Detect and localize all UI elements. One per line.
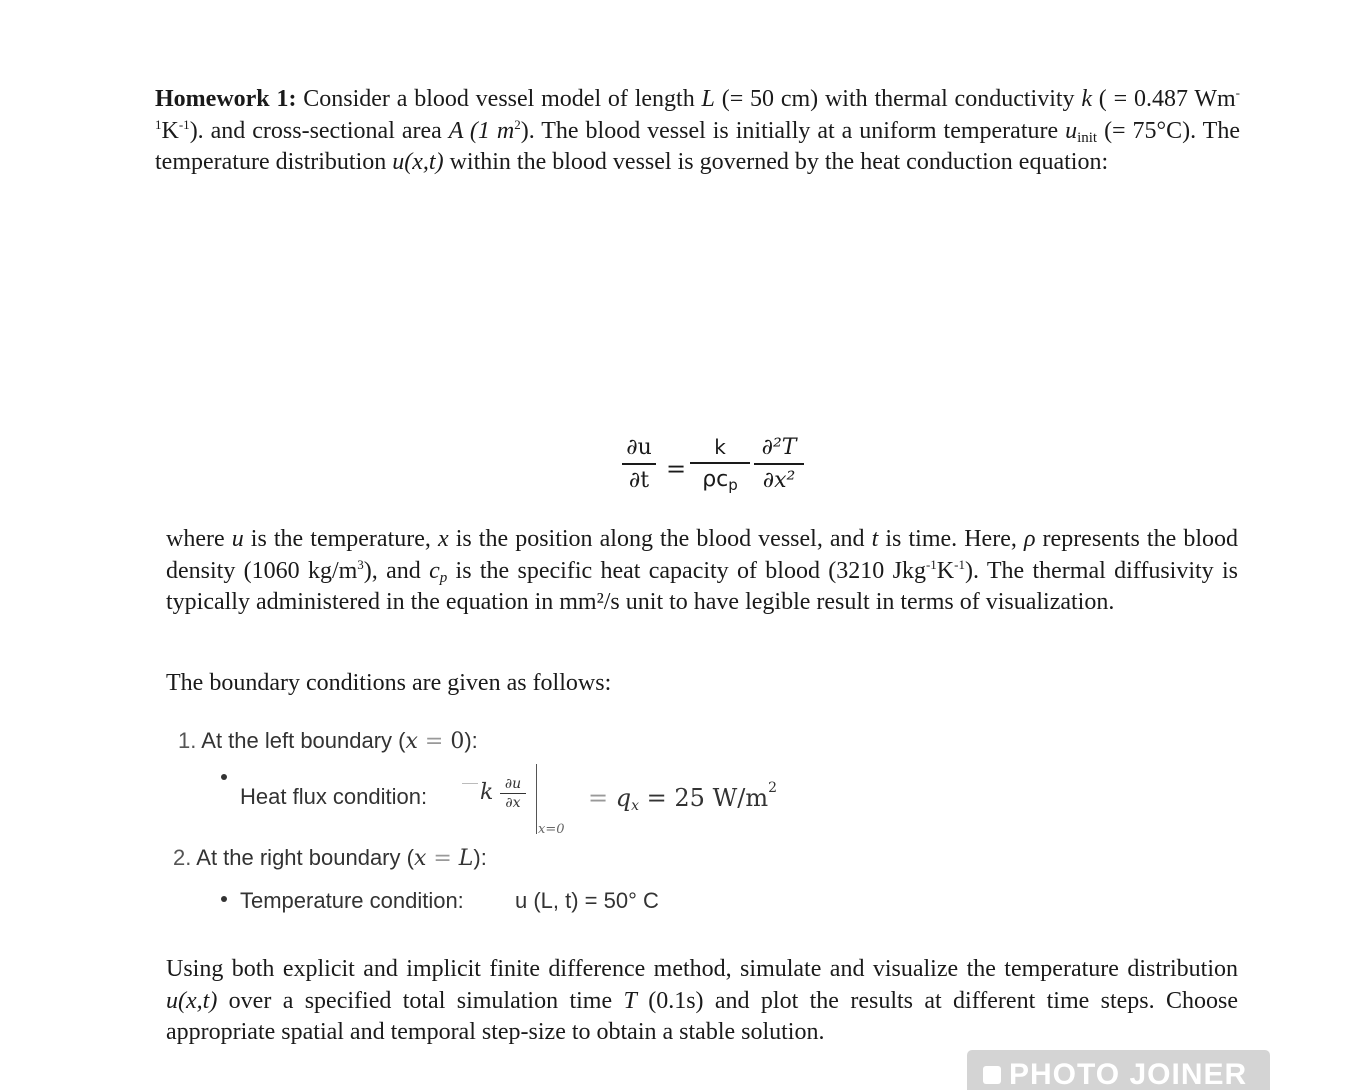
camera-icon — [983, 1066, 1001, 1084]
var-A: A (1 m — [448, 117, 515, 144]
where-paragraph — [166, 524, 1238, 619]
superscript: -1 — [925, 556, 937, 572]
equation-coefficient-fraction — [690, 435, 750, 492]
fraction-numerator: ∂u — [504, 776, 522, 792]
subscript: x — [631, 798, 640, 814]
intro-text: ). The blood vessel is initially at a uniform temperature — [520, 117, 1066, 144]
intro-text: ). and cross-sectional area — [189, 117, 449, 144]
superscript: 2 — [768, 780, 777, 796]
where-text: K — [936, 557, 955, 584]
list-text: ): — [464, 728, 478, 753]
partial-fraction — [500, 776, 526, 811]
superscript: 3 — [357, 556, 364, 572]
intro-text: (= 50 cm) with thermal conductivity — [714, 86, 1082, 112]
subscript: p — [439, 569, 448, 586]
list-text: At the left boundary ( — [201, 728, 406, 753]
boundary-conditions-intro: The boundary conditions are given as follows: — [166, 670, 612, 696]
evaluation-bar — [536, 764, 537, 834]
var-rho: ρ — [1023, 526, 1036, 552]
rho-c: ρc — [702, 467, 729, 492]
var-L: L — [458, 846, 474, 871]
equals-sign: = — [426, 846, 459, 871]
intro-text: K — [161, 117, 179, 144]
where-text: represents the blood density (1060 kg/m — [166, 526, 1238, 584]
list-number: 1. — [178, 728, 197, 753]
value-zero: 0 — [450, 729, 465, 754]
superscript: -1 — [954, 556, 965, 572]
equals-sign: = — [588, 784, 616, 812]
list-item-left-boundary — [178, 728, 478, 754]
var-x: x — [413, 846, 427, 871]
bullet-icon — [221, 896, 227, 902]
intro-paragraph — [155, 84, 1240, 179]
var-L: L — [701, 86, 715, 112]
closing-paragraph — [166, 954, 1238, 1049]
fraction-numerator: ∂u — [626, 435, 652, 460]
fraction-bar — [500, 793, 526, 794]
var-uxt: u(x,t) — [166, 987, 218, 1014]
var-x: x — [437, 526, 449, 552]
flux-value: = 25 W/m — [639, 784, 769, 812]
superscript: -1 — [155, 85, 1240, 132]
fraction-denominator: ∂x² — [762, 468, 796, 493]
photo-joiner-watermark — [967, 1050, 1270, 1090]
fraction-numerator: ∂²T — [761, 435, 797, 460]
intro-text: Consider a blood vessel model of length — [296, 86, 702, 112]
equals-sign: = — [666, 455, 687, 483]
var-uxt: u(x,t) — [392, 149, 444, 175]
intro-text: within the blood vessel is governed by the heat conduction equation: — [443, 149, 1109, 175]
temperature-condition-label: Temperature condition: — [240, 888, 464, 913]
list-text: At the right boundary ( — [196, 845, 414, 870]
equals-sign: = — [417, 729, 451, 754]
list-item-right-boundary — [173, 845, 487, 871]
var-u: u — [1065, 117, 1078, 144]
superscript: 2 — [514, 116, 521, 132]
flux-rhs — [588, 780, 777, 814]
list-text: ): — [473, 845, 487, 870]
equation-rhs-fraction — [754, 435, 804, 493]
superscript: -1 — [178, 116, 190, 132]
fraction-numerator: k — [714, 435, 726, 459]
heat-flux-label: Heat flux condition: — [240, 784, 428, 809]
fraction-denominator — [690, 464, 750, 492]
closing-text: (0.1s) and plot the results at different time steps. Choose appropriate spatial and temporal step-size to obtain a stable solution. — [166, 987, 1239, 1045]
intro-text: (= 75°C). The temperature distribution — [155, 117, 1240, 175]
heat-flux-expression — [458, 764, 818, 844]
minus-sign — [462, 783, 478, 784]
where-text: is the position along the blood vessel, and — [448, 526, 872, 552]
subscript: p — [728, 476, 738, 494]
var-k: k — [1081, 86, 1092, 112]
var-c: c — [429, 557, 440, 584]
where-text: is the temperature, — [243, 526, 438, 552]
bullet-icon — [221, 774, 227, 780]
closing-text: Using both explicit and implicit finite difference method, simulate and visualize the temperature distribution — [166, 956, 1238, 982]
var-t: t — [871, 526, 879, 552]
fraction-denominator: ∂x — [505, 795, 521, 811]
where-text: ), and — [363, 557, 430, 584]
where-text: ). The thermal diffusivity is typically administered in the equation in mm²/s unit to have legible result in terms of visualization. — [166, 557, 1238, 615]
evaluation-point: x=0 — [538, 822, 565, 837]
watermark-text: PHOTO JOINER — [1009, 1058, 1248, 1090]
fraction-denominator: ∂t — [628, 468, 650, 493]
where-text: is time. Here, — [878, 526, 1024, 552]
list-number: 2. — [173, 845, 192, 870]
temperature-condition-value: u (L, t) = 50° C — [515, 888, 659, 913]
var-u: u — [231, 526, 244, 552]
intro-text: ( = 0.487 Wm — [1092, 86, 1236, 112]
heat-equation — [620, 435, 800, 505]
var-k: k — [480, 780, 494, 805]
var-T: T — [623, 987, 637, 1014]
subscript: init — [1077, 129, 1098, 146]
homework-heading: Homework 1: — [155, 86, 297, 112]
equation-lhs-fraction — [622, 435, 656, 493]
where-text: where — [166, 526, 232, 552]
where-text: is the specific heat capacity of blood (3210 Jkg — [447, 557, 926, 584]
var-x: x — [405, 729, 418, 754]
var-q: q — [615, 784, 632, 812]
closing-text: over a specified total simulation time — [217, 987, 624, 1014]
